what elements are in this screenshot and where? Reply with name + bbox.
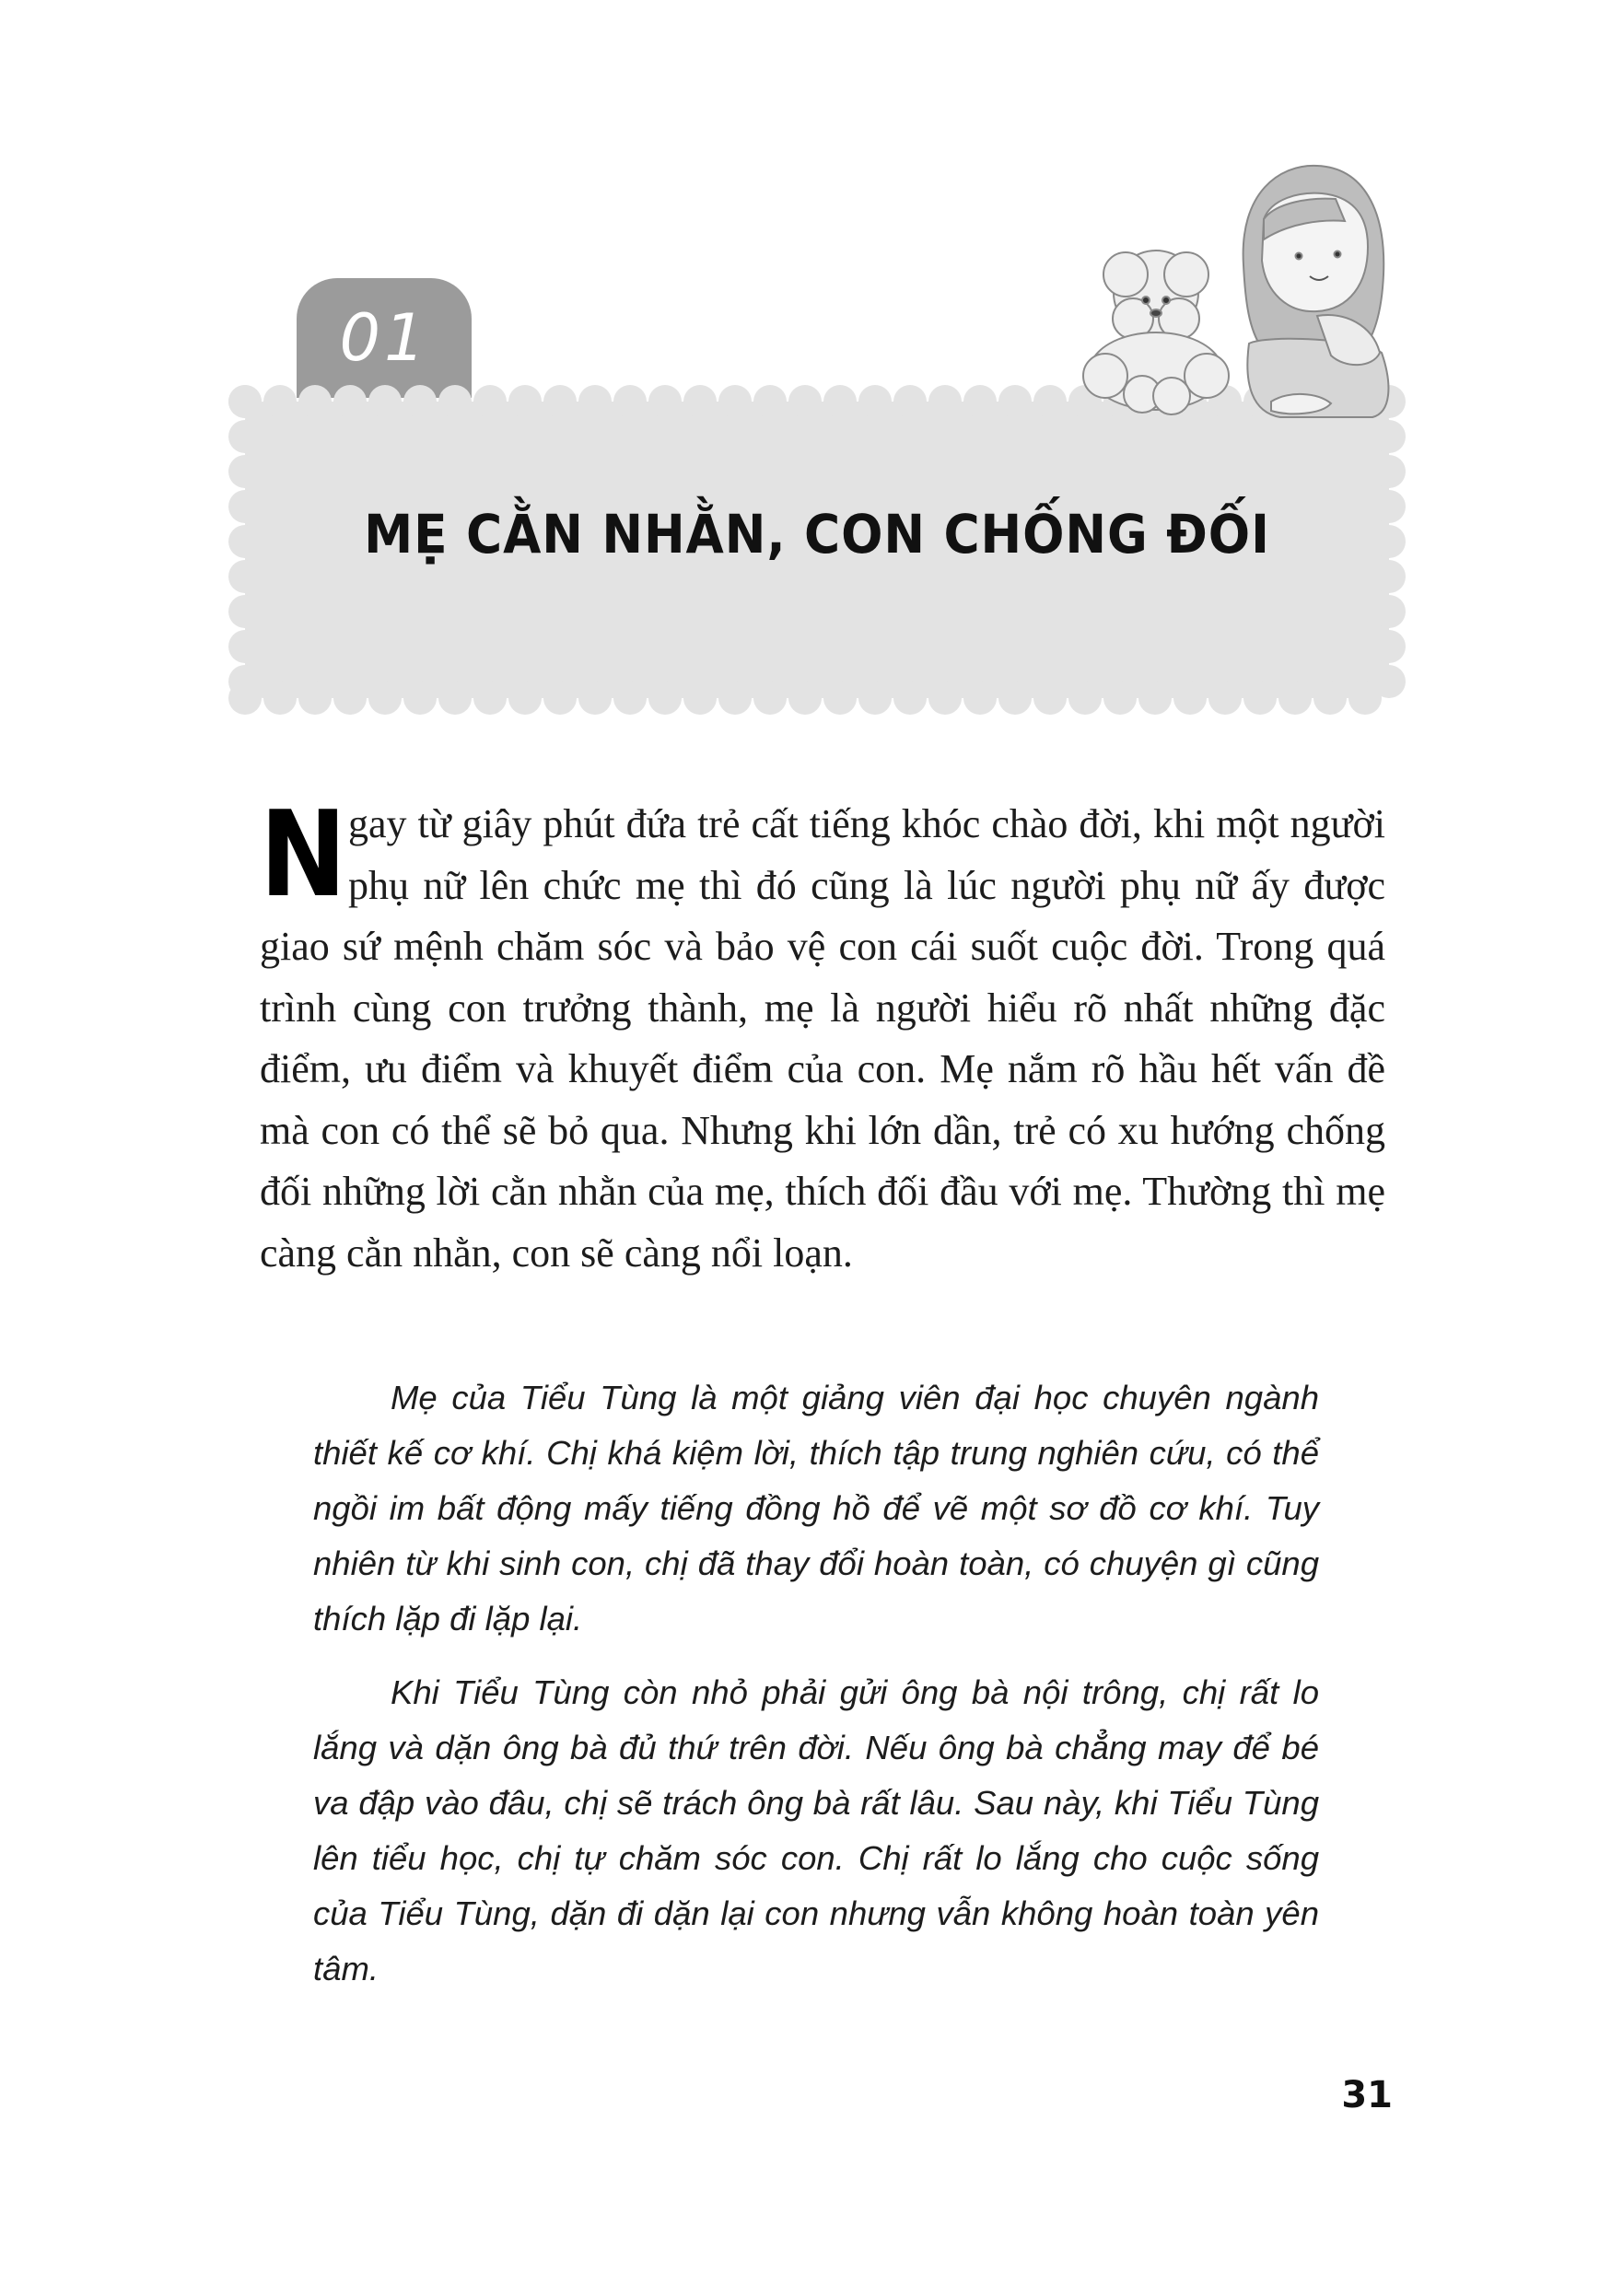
chapter-number-tab: [297, 278, 472, 398]
chapter-title: MẸ CẰN NHẰN, CON CHỐNG ĐỐI: [364, 503, 1270, 565]
body-paragraph: [260, 787, 1385, 1284]
dog-icon: [1083, 251, 1229, 414]
story-excerpt-1: Mẹ của Tiểu Tùng là một giảng viên đại học chuyên ngành thiết kế cơ khí. Chị khá kiệm lời, thích tập trung nghiên cứu, có thể ngồi im bất động mấy tiếng đồng hồ để vẽ một sơ đồ cơ khí. Tuy nhiên từ khi sinh con, chị đã thay đổi hoàn toàn, có chuyện gì cũng thích lặp đi lặp lại.: [313, 1379, 1319, 1638]
girl-and-dog-illustration: [1068, 155, 1400, 422]
chapter-title-box: [228, 385, 1406, 715]
drop-cap: N: [260, 787, 347, 924]
page-number: 31: [1341, 2074, 1393, 2116]
story-excerpt-2: Khi Tiểu Tùng còn nhỏ phải gửi ông bà nội trông, chị rất lo lắng và dặn ông bà đủ thứ trên đời. Nếu ông bà chẳng may để bé va đập vào đâu, chị sẽ trách ông bà rất lâu. Sau này, khi Tiểu Tùng lên tiểu học, chị tự chăm sóc con. Chị rất lo lắng cho cuộc sống của Tiểu Tùng, dặn đi dặn lại con nhưng vẫn không hoàn toàn yên tâm.: [313, 1673, 1319, 1987]
body-paragraph-text: gay từ giây phút đứa trẻ cất tiếng khóc chào đời, khi một người phụ nữ lên chức mẹ thì đó cũng là lúc người phụ nữ ấy được giao sứ mệnh chăm sóc và bảo vệ con cái suốt cuộc đời. Trong quá trình cùng con trưởng thành, mẹ là người hiểu rõ nhất những đặc điểm, ưu điểm và khuyết điểm của con. Mẹ nắm rõ hầu hết vấn đề mà con có thể sẽ bỏ qua. Nhưng khi lớn dần, trẻ có xu hướng chống đối những lời cằn nhằn của mẹ, thích đối đầu với mẹ. Thường thì mẹ càng cằn nhằn, con sẽ càng nổi loạn.: [260, 801, 1385, 1276]
chapter-number: 01: [339, 300, 429, 376]
girl-icon: [1243, 166, 1389, 417]
